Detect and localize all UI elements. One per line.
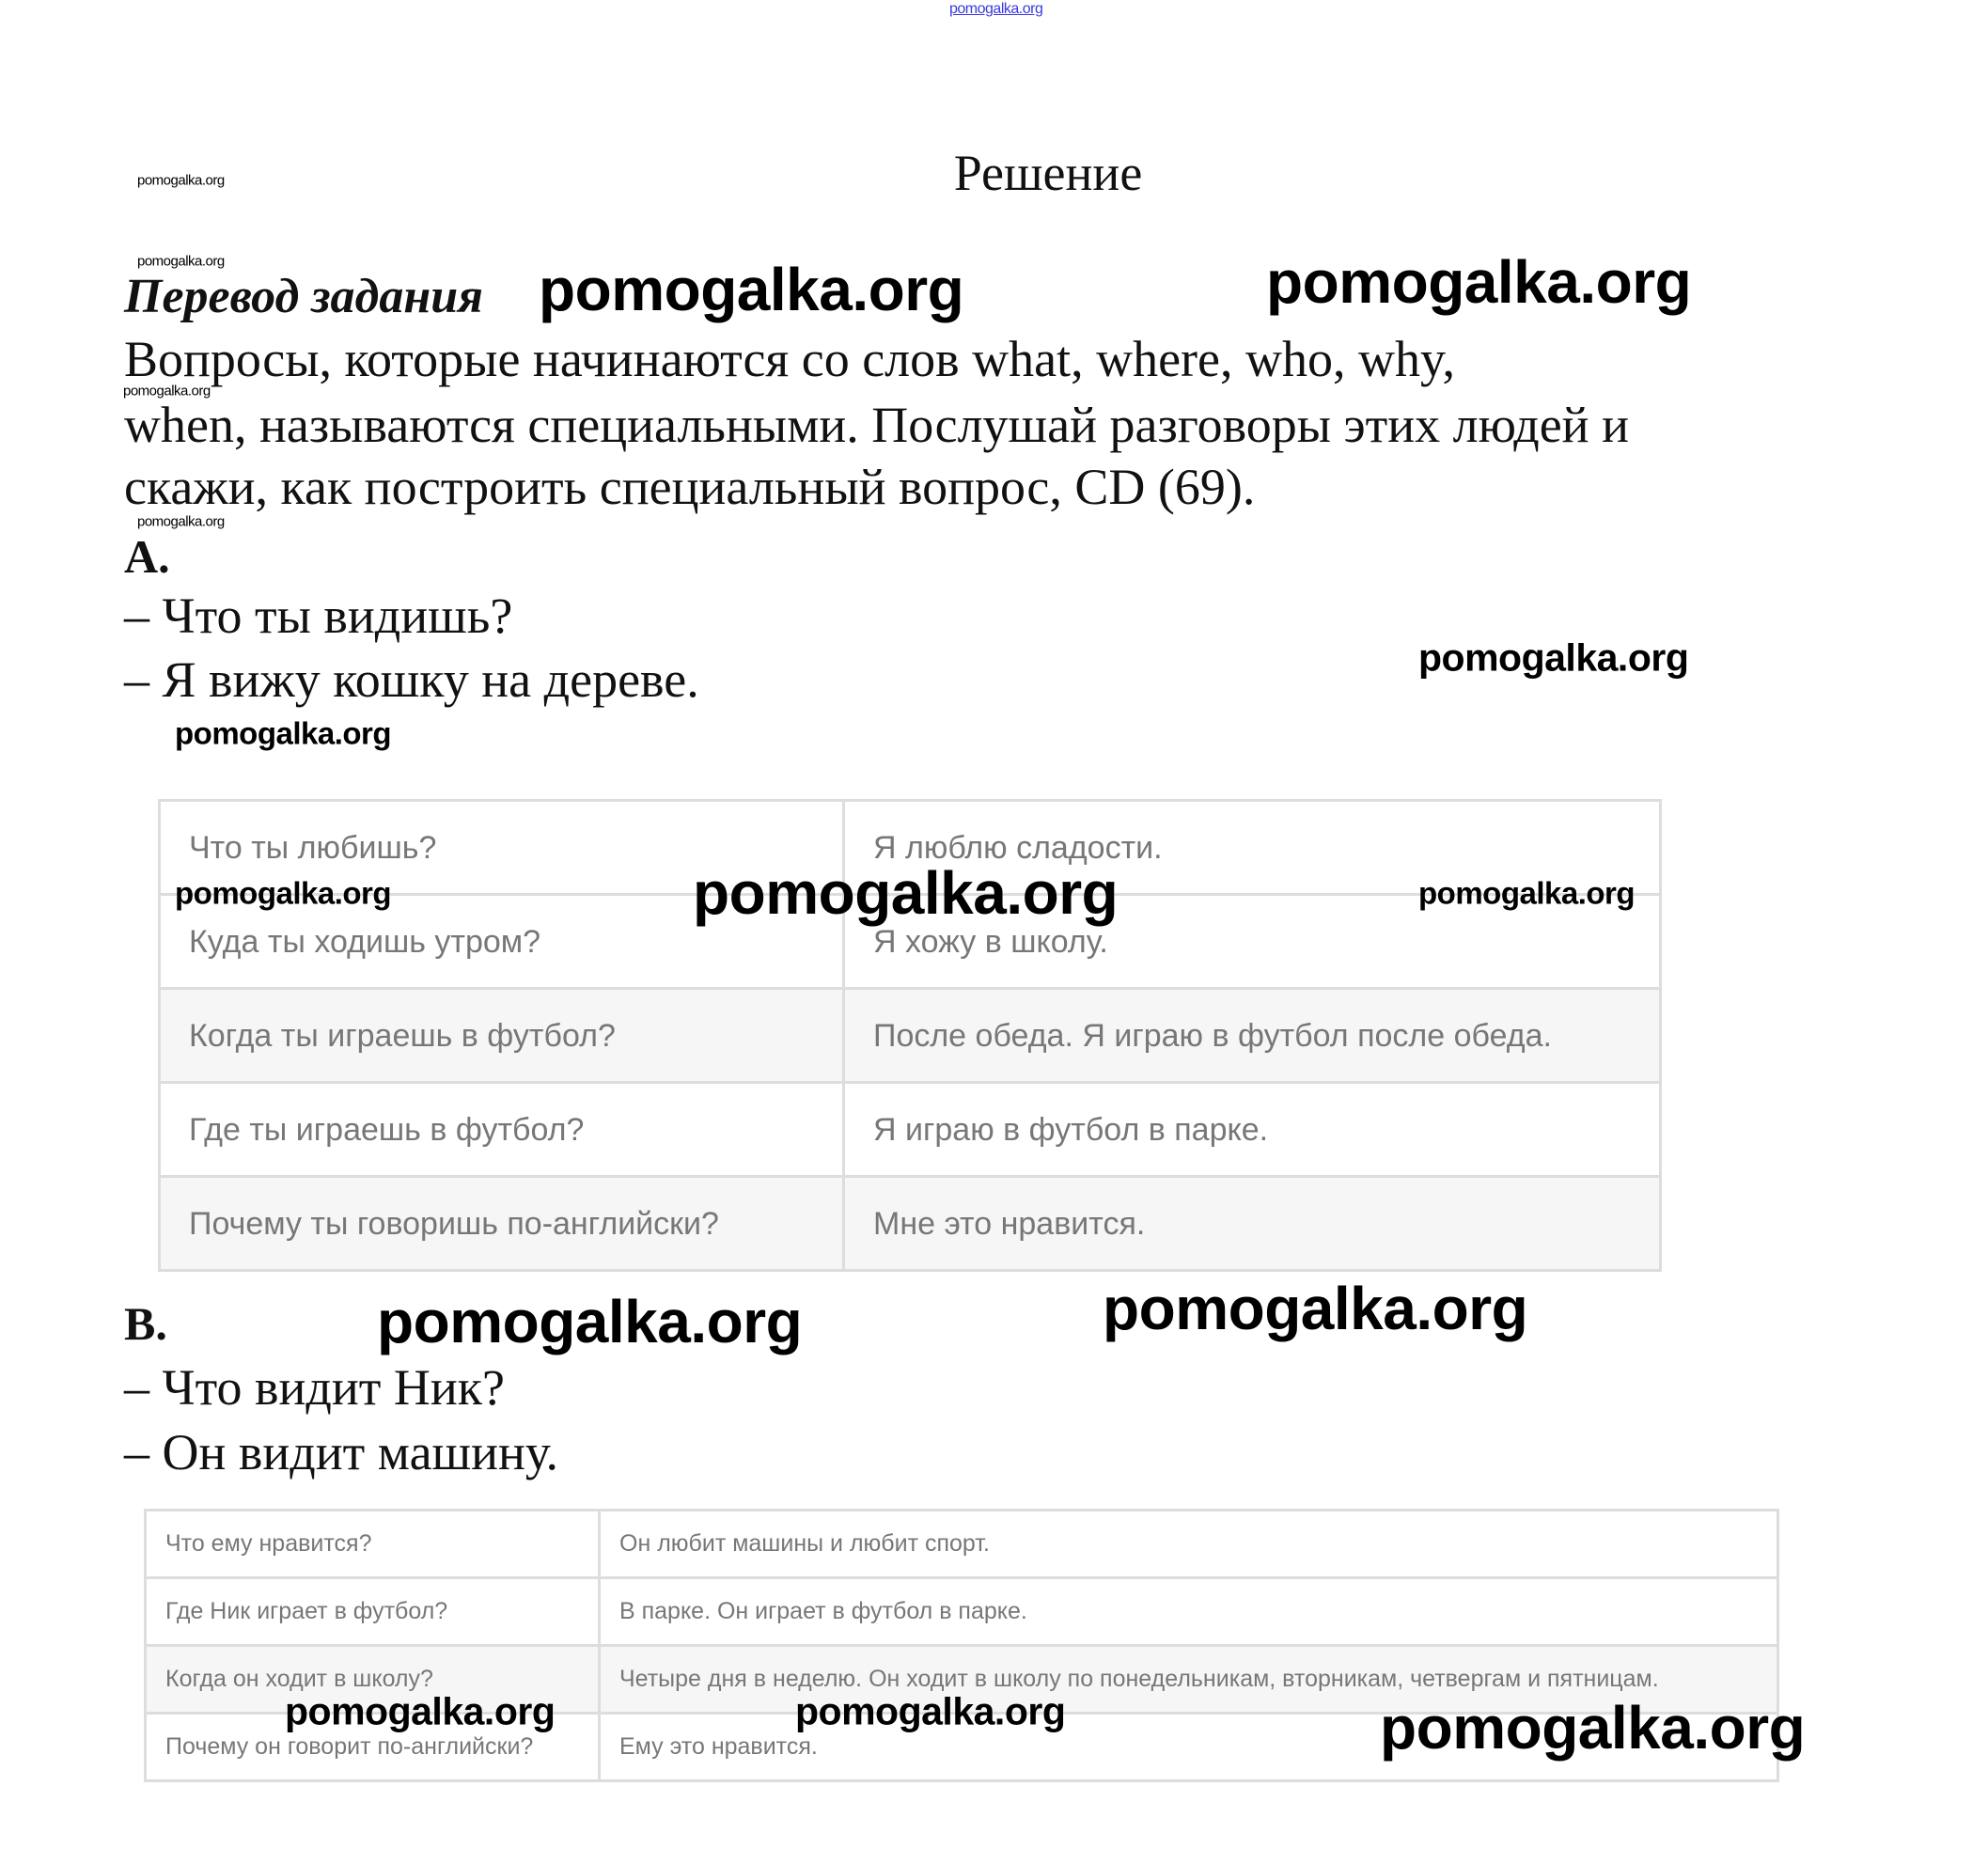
table-row (146, 1578, 1778, 1646)
answer-cell: Он любит машины и любит спорт. (600, 1511, 1778, 1578)
watermark: pomogalka.org (175, 875, 392, 911)
watermark-top[interactable]: pomogalka.org (949, 1, 1043, 17)
dialog-line: – Что видит Ник? (124, 1359, 505, 1416)
watermark: pomogalka.org (1418, 875, 1636, 911)
watermark: pomogalka.org (1103, 1275, 1528, 1342)
dialog-line: – Он видит машину. (124, 1424, 559, 1480)
task-heading: Перевод задания (124, 270, 483, 323)
question-cell: Почему ты говоришь по-английски? (160, 1177, 844, 1271)
task-paragraph-line: скажи, как построить специальный вопрос, CD (69). (124, 459, 1256, 515)
watermark: pomogalka.org (1266, 248, 1692, 316)
question-cell: Куда ты ходишь утром? (160, 895, 844, 989)
question-cell: Где ты играешь в футбол? (160, 1083, 844, 1177)
table-row (160, 989, 1661, 1083)
watermark: pomogalka.org (1418, 635, 1689, 680)
watermark: pomogalka.org (285, 1689, 556, 1733)
answer-cell: Ему это нравится. (600, 1714, 1778, 1781)
task-paragraph-line: when, называются специальными. Послушай разговоры этих людей и (124, 397, 1629, 453)
task-paragraph-line: Вопросы, которые начинаются со слов what, where, who, why, (124, 331, 1455, 387)
table-row (160, 1177, 1661, 1271)
table-row (146, 1511, 1778, 1578)
watermark: pomogalka.org (377, 1288, 803, 1355)
question-cell: Почему он говорит по-английски? (146, 1714, 600, 1781)
watermark: pomogalka.org (137, 253, 225, 270)
page-title: Решение (953, 145, 1143, 201)
dialog-line: – Я вижу кошку на дереве. (124, 651, 699, 708)
question-cell: Когда он ходит в школу? (146, 1646, 600, 1714)
answer-cell: Мне это нравится. (844, 1177, 1661, 1271)
watermark: pomogalka.org (137, 513, 225, 530)
question-cell: Где Ник играет в футбол? (146, 1578, 600, 1646)
question-cell: Что ты любишь? (160, 801, 844, 895)
watermark: pomogalka.org (175, 715, 392, 751)
answer-cell: Я хожу в школу. (844, 895, 1661, 989)
answer-cell: Я играю в футбол в парке. (844, 1083, 1661, 1177)
dialog-line: – Что ты видишь? (124, 587, 513, 644)
table-row (160, 1083, 1661, 1177)
watermark: pomogalka.org (137, 172, 225, 189)
watermark: pomogalka.org (1380, 1694, 1806, 1762)
answer-cell: Я люблю сладости. (844, 801, 1661, 895)
watermark: pomogalka.org (693, 859, 1119, 927)
answer-cell: После обеда. Я играю в футбол после обеда. (844, 989, 1661, 1083)
question-cell: Когда ты играешь в футбол? (160, 989, 844, 1083)
answer-cell: В парке. Он играет в футбол в парке. (600, 1578, 1778, 1646)
watermark: pomogalka.org (795, 1689, 1066, 1733)
question-cell: Что ему нравится? (146, 1511, 600, 1578)
section-a-label: A. (124, 530, 170, 583)
section-b-label: B. (124, 1297, 167, 1350)
watermark: pomogalka.org (123, 383, 211, 399)
answer-cell: Четыре дня в неделю. Он ходит в школу по понедельникам, вторникам, четвергам и пятницам. (600, 1646, 1778, 1714)
watermark: pomogalka.org (539, 256, 964, 323)
